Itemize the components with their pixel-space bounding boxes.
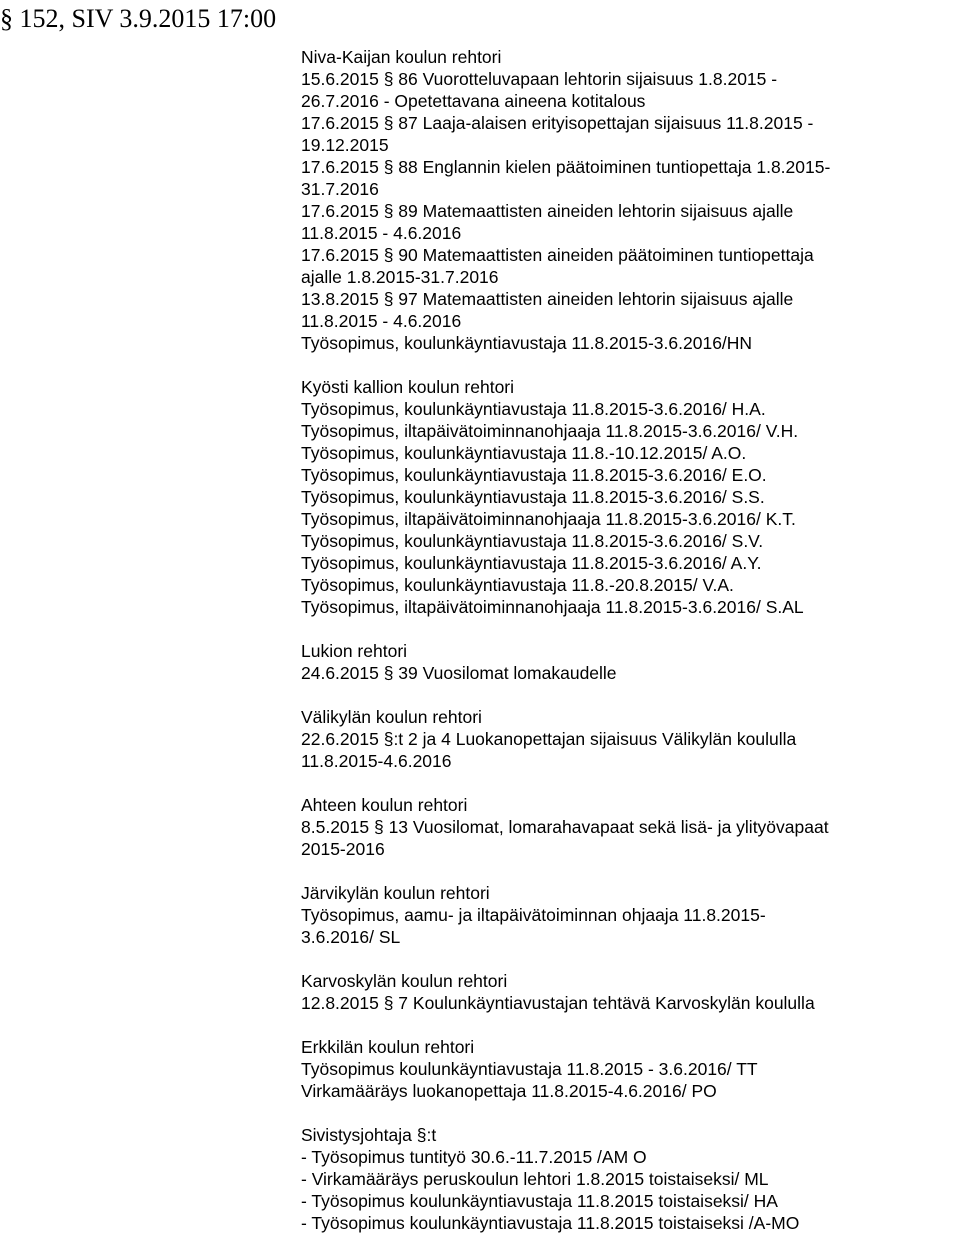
text-line: 17.6.2015 § 88 Englannin kielen päätoiminen tuntiopettaja 1.8.2015- [301, 157, 831, 177]
section-spacer [301, 684, 951, 706]
text-line: Työsopimus, koulunkäyntiavustaja 11.8.2015-3.6.2016/HN [301, 333, 753, 353]
section-spacer [301, 618, 951, 640]
text-line: 2015-2016 [301, 839, 385, 859]
text-line: 17.6.2015 § 87 Laaja-alaisen erityisopettajan sijaisuus 11.8.2015 - [301, 113, 814, 133]
section-heading: Sivistysjohtaja §:t [301, 1125, 437, 1145]
section-heading: Järvikylän koulun rehtori [301, 883, 490, 903]
text-line: Työsopimus, iltapäivätoiminnanohjaaja 11.8.2015-3.6.2016/ S.AL [301, 597, 804, 617]
document-body [301, 46, 951, 1234]
section-heading: Erkkilän koulun rehtori [301, 1037, 475, 1057]
text-line: 8.5.2015 § 13 Vuosilomat, lomarahavapaat sekä lisä- ja ylityövapaat [301, 817, 829, 837]
text-line: 11.8.2015 - 4.6.2016 [301, 311, 462, 331]
text-line: - Virkamääräys peruskoulun lehtori 1.8.2015 toistaiseksi/ ML [301, 1169, 769, 1189]
document-section [301, 706, 951, 772]
section-spacer [301, 948, 951, 970]
text-line: Työsopimus, koulunkäyntiavustaja 11.8.2015-3.6.2016/ S.S. [301, 487, 765, 507]
text-line: 19.12.2015 [301, 135, 389, 155]
text-line: 3.6.2016/ SL [301, 927, 401, 947]
document-section [301, 1036, 951, 1102]
document-section [301, 376, 951, 618]
text-line: Virkamääräys luokanopettaja 11.8.2015-4.6.2016/ PO [301, 1081, 717, 1101]
text-line: - Työsopimus tuntityö 30.6.-11.7.2015 /AM O [301, 1147, 647, 1167]
text-line: 22.6.2015 §:t 2 ja 4 Luokanopettajan sijaisuus Välikylän koululla [301, 729, 797, 749]
text-line: 26.7.2016 - Opetettavana aineena kotitalous [301, 91, 646, 111]
document-section [301, 970, 951, 1014]
text-line: - Työsopimus koulunkäyntiavustaja 11.8.2015 toistaiseksi/ HA [301, 1191, 778, 1211]
text-line: Työsopimus, koulunkäyntiavustaja 11.8.2015-3.6.2016/ E.O. [301, 465, 767, 485]
text-line: 11.8.2015 - 4.6.2016 [301, 223, 462, 243]
text-line: 13.8.2015 § 97 Matemaattisten aineiden lehtorin sijaisuus ajalle [301, 289, 794, 309]
text-line: Työsopimus koulunkäyntiavustaja 11.8.2015 - 3.6.2016/ TT [301, 1059, 758, 1079]
text-line: 12.8.2015 § 7 Koulunkäyntiavustajan tehtävä Karvoskylän koululla [301, 993, 815, 1013]
document-section [301, 1124, 951, 1234]
text-line: 17.6.2015 § 90 Matemaattisten aineiden päätoiminen tuntiopettaja [301, 245, 814, 265]
text-line: Työsopimus, aamu- ja iltapäivätoiminnan ohjaaja 11.8.2015- [301, 905, 766, 925]
text-line: 17.6.2015 § 89 Matemaattisten aineiden lehtorin sijaisuus ajalle [301, 201, 794, 221]
text-line: Työsopimus, iltapäivätoiminnanohjaaja 11.8.2015-3.6.2016/ V.H. [301, 421, 799, 441]
text-line: ajalle 1.8.2015-31.7.2016 [301, 267, 499, 287]
text-line: Työsopimus, koulunkäyntiavustaja 11.8.2015-3.6.2016/ S.V. [301, 531, 764, 551]
section-spacer [301, 1014, 951, 1036]
text-line: 15.6.2015 § 86 Vuorotteluvapaan lehtorin sijaisuus 1.8.2015 - [301, 69, 778, 89]
section-spacer [301, 772, 951, 794]
document-section [301, 640, 951, 684]
text-line: 31.7.2016 [301, 179, 379, 199]
document-section [301, 882, 951, 948]
section-heading: Lukion rehtori [301, 641, 408, 661]
section-spacer [301, 1102, 951, 1124]
section-spacer [301, 354, 951, 376]
text-line: Työsopimus, koulunkäyntiavustaja 11.8.-20.8.2015/ V.A. [301, 575, 734, 595]
text-line: Työsopimus, koulunkäyntiavustaja 11.8.-10.12.2015/ A.O. [301, 443, 747, 463]
section-spacer [301, 860, 951, 882]
section-heading: Välikylän koulun rehtori [301, 707, 482, 727]
text-line: Työsopimus, koulunkäyntiavustaja 11.8.2015-3.6.2016/ H.A. [301, 399, 766, 419]
document-section [301, 794, 951, 860]
document-section [301, 46, 951, 354]
text-line: Työsopimus, iltapäivätoiminnanohjaaja 11.8.2015-3.6.2016/ K.T. [301, 509, 796, 529]
section-heading: Niva-Kaijan koulun rehtori [301, 47, 502, 67]
section-heading: Karvoskylän koulun rehtori [301, 971, 508, 991]
document-header: § 152, SIV 3.9.2015 17:00 [0, 4, 277, 33]
text-line: 24.6.2015 § 39 Vuosilomat lomakaudelle [301, 663, 617, 683]
text-line: Työsopimus, koulunkäyntiavustaja 11.8.2015-3.6.2016/ A.Y. [301, 553, 762, 573]
section-heading: Kyösti kallion koulun rehtori [301, 377, 515, 397]
section-heading: Ahteen koulun rehtori [301, 795, 468, 815]
text-line: 11.8.2015-4.6.2016 [301, 751, 452, 771]
text-line: - Työsopimus koulunkäyntiavustaja 11.8.2015 toistaiseksi /A-MO [301, 1213, 800, 1233]
